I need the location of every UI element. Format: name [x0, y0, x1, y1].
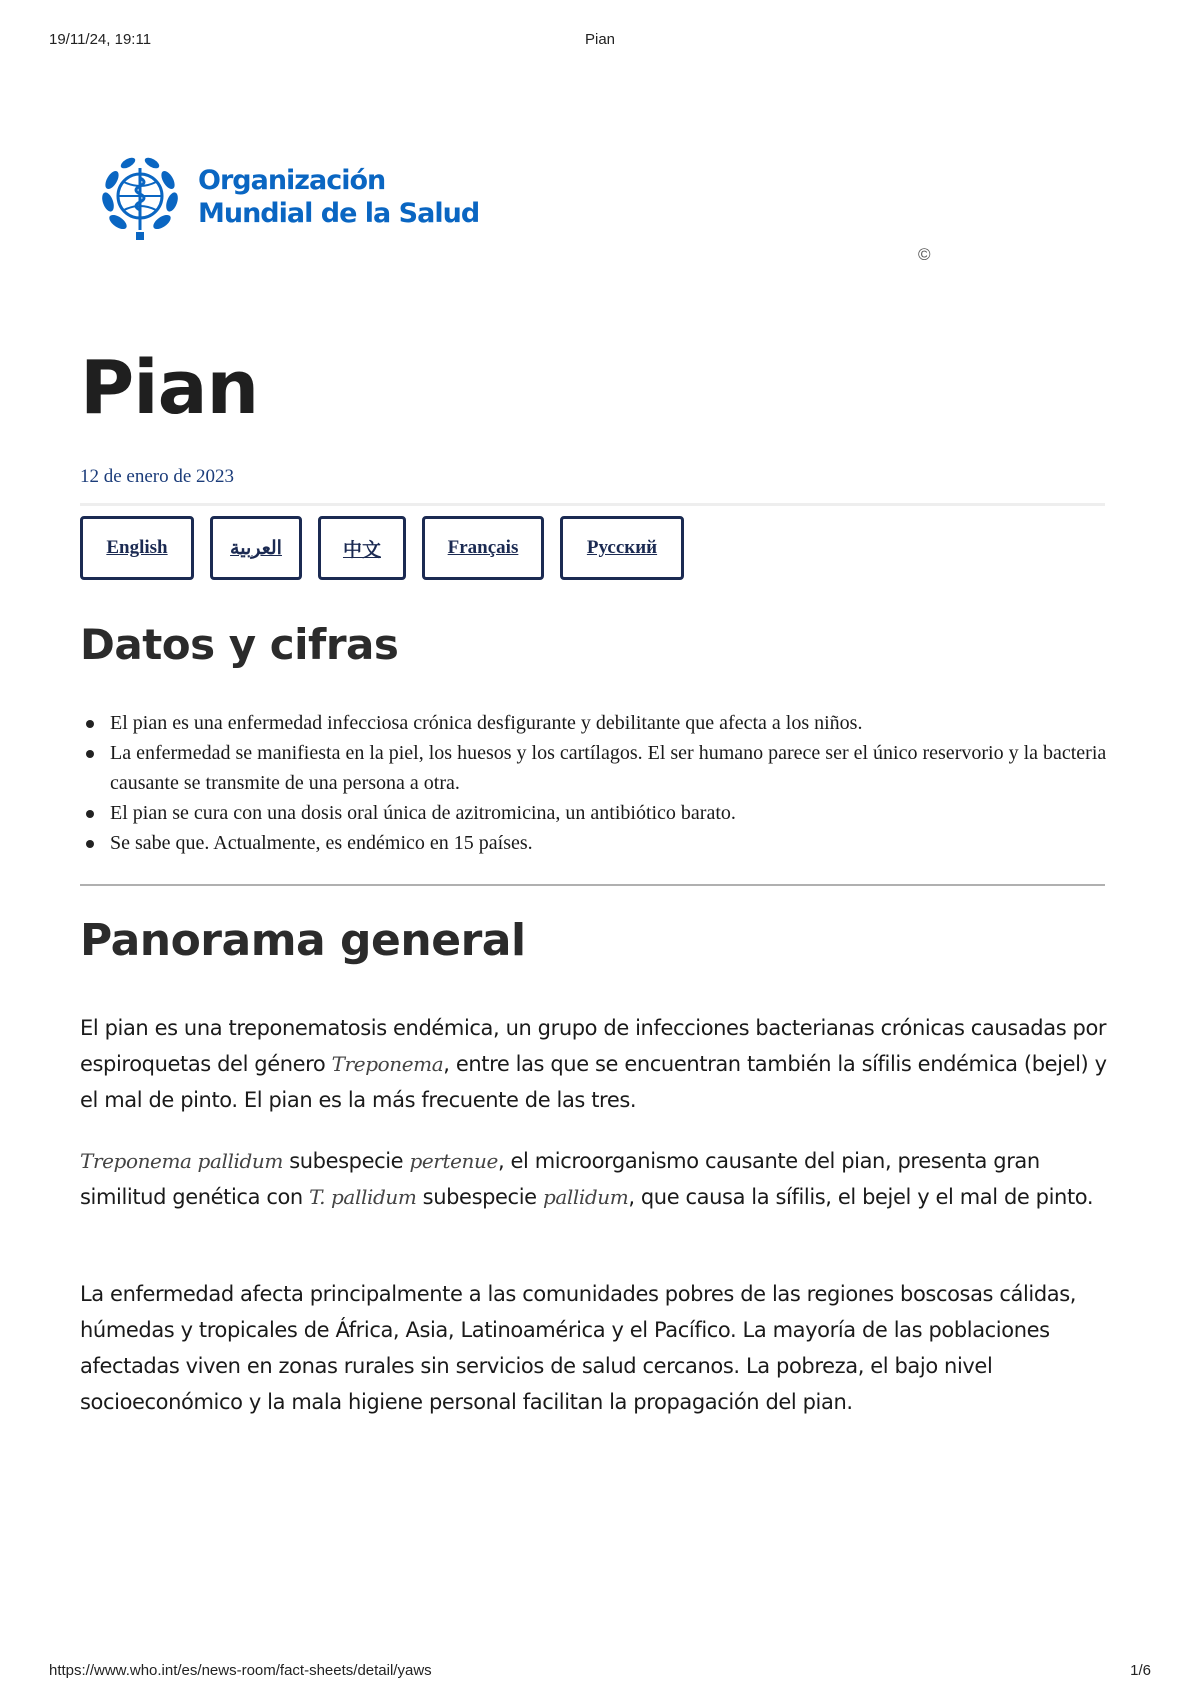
page-title: Pian — [80, 345, 259, 431]
who-logo-line2: Mundial de la Salud — [198, 198, 480, 229]
publish-date: 12 de enero de 2023 — [80, 466, 235, 487]
who-logo[interactable] — [94, 150, 480, 245]
list-item: El pian se cura con una dosis oral única de azitromicina, un antibiótico barato. — [80, 798, 1110, 828]
language-link-french[interactable]: Français — [422, 516, 544, 580]
print-url: https://www.who.int/es/news-room/fact-sheets/detail/yaws — [49, 1662, 432, 1679]
language-link-arabic[interactable]: العربية — [210, 516, 302, 580]
list-item: El pian es una enfermedad infecciosa crónica desfigurante y debilitante que afecta a los niños. — [80, 708, 1110, 738]
print-datetime: 19/11/24, 19:11 — [49, 31, 152, 48]
list-item: Se sabe que. Actualmente, es endémico en 15 países. — [80, 828, 1110, 858]
print-page-title: Pian — [584, 31, 616, 48]
print-page-number: 1/6 — [1130, 1662, 1151, 1679]
facts-heading: Datos y cifras — [80, 620, 399, 669]
who-emblem-icon — [94, 150, 186, 242]
print-footer — [0, 1662, 1200, 1682]
language-link-chinese[interactable]: 中文 — [318, 516, 406, 580]
copyright-icon: © — [918, 245, 931, 264]
overview-paragraph-3: La enfermedad afecta principalmente a las comunidades pobres de las regiones boscosas cálidas, húmedas y tropicales de África, Asia, Latinoamérica y el Pacífico. La mayoría de las poblaciones afectadas viven en zonas rurales sin servicios de salud cercanos. La pobreza, el bajo nivel socioeconómico y la mala higiene personal facilitan la propagación del pian. — [80, 1282, 1077, 1414]
section-divider — [80, 884, 1105, 886]
overview-heading: Panorama general — [80, 915, 526, 966]
divider — [80, 503, 1105, 506]
facts-list — [80, 708, 1110, 858]
list-item: La enfermedad se manifiesta en la piel, los huesos y los cartílagos. El ser humano parece ser el único reservorio y la bacteria causante se transmite de una persona a otra. — [80, 738, 1110, 798]
overview-paragraph-2: Treponema pallidum subespecie pertenue, el microorganismo causante del pian, presenta gran similitud genética con T. pallidum subespecie pallidum, que causa la sífilis, el bejel y el mal de pinto. — [80, 1149, 1094, 1209]
who-logo-line1: Organización — [198, 165, 386, 196]
print-header — [0, 31, 1200, 51]
language-link-english[interactable]: English — [80, 516, 194, 580]
overview-paragraph-1: El pian es una treponematosis endémica, un grupo de infecciones bacterianas crónicas causadas por espiroquetas del género Treponema, entre las que se encuentran también la sífilis endémica (bejel) y el mal de pinto. El pian es la más frecuente de las tres. — [80, 1016, 1107, 1112]
language-link-russian[interactable]: Русский — [560, 516, 684, 580]
who-logo-text — [198, 164, 479, 230]
